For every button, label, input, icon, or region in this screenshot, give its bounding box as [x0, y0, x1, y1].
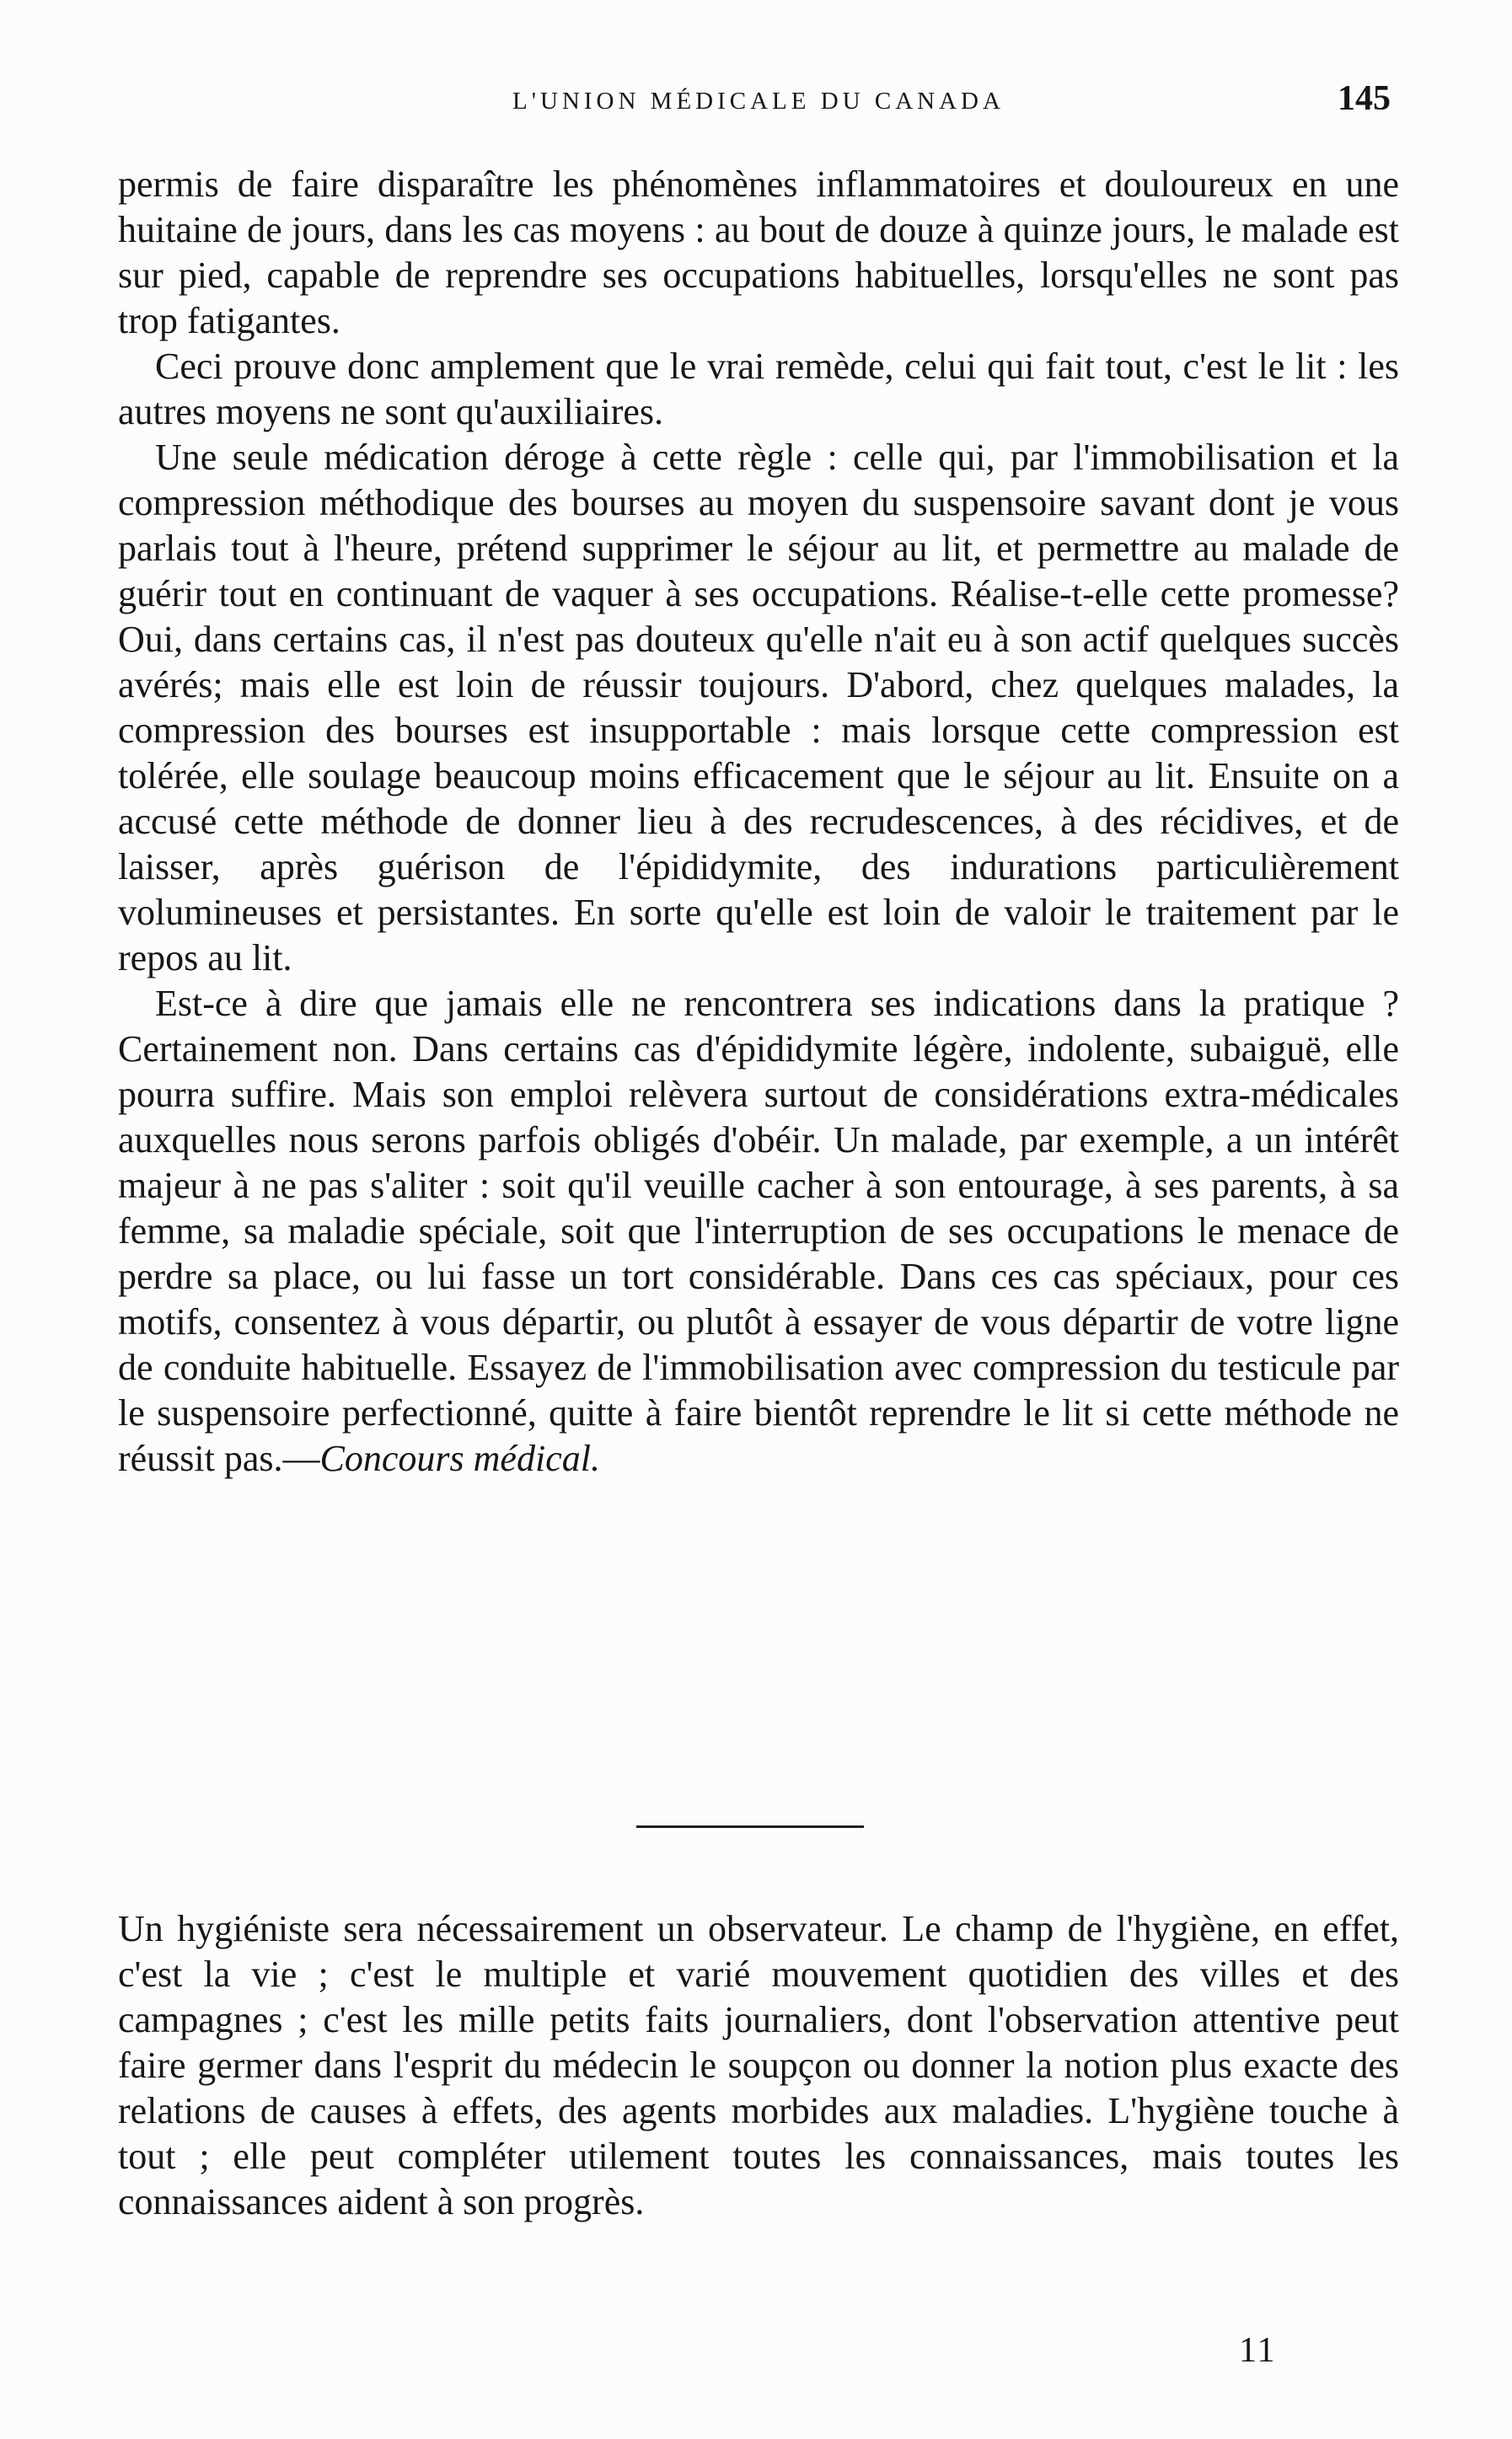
paragraph-indications-text: Est-ce à dire que jamais elle ne rencontrera ses indications dans la pratique ? Certainement non. Dans certains cas d'épididymite légère, indolente, subaiguë, elle pourra suffire. Mais son emploi relèvera surtout de considérations extra-médicales auxquelles nous serons parfois obligés d'obéir. Un malade, par exemple, a un intérêt majeur à ne pas s'aliter : soit qu'il veuille cacher à son entourage, à ses parents, à sa femme, sa maladie spéciale, soit que l'interruption de ses occupations le menace de perdre sa place, ou lui fasse un tort considérable. Dans ces cas spéciaux, pour ces motifs, consentez à vous départir, ou plutôt à essayer de vous départir de votre ligne de conduite habituelle. Essayez de l'immobilisation avec compression du testicule par le suspensoire perfectionné, quitte à faire bientôt reprendre le lit si cette méthode ne réussit pas.—: [118, 983, 1399, 1479]
paragraph-continuation: permis de faire disparaître les phénomènes inflammatoires et douloureux en une huitaine de jours, dans les cas moyens : au bout de douze à quinze jours, le malade est sur pied, capable de reprendre ses occupations habituelles, lorsqu'elles ne sont pas trop fatigantes.: [118, 163, 1399, 341]
paragraph-indications: [118, 981, 1399, 1482]
page-header: [126, 79, 1391, 135]
page-number: 145: [1338, 79, 1391, 118]
paragraph-compression-method: Une seule médication déroge à cette règle : celle qui, par l'immobilisation et la compression méthodique des bourses au moyen du suspensoire savant dont je vous parlais tout à l'heure, prétend supprimer le séjour au lit, et permettre au malade de guérir tout en continuant de vaquer à ses occupations. Réalise-t-elle cette promesse? Oui, dans certains cas, il n'est pas douteux qu'elle n'ait eu à son actif quelques succès avérés; mais elle est loin de réussir toujours. D'abord, chez quelques malades, la compression des bourses est insupportable : mais lorsque cette compression est tolérée, elle soulage beaucoup moins efficacement que le séjour au lit. Ensuite on a accusé cette méthode de donner lieu à des recrudescences, à des récidives, et de laisser, après guérison de l'épididymite, des indurations particulièrement volumineuses et persistantes. En sorte qu'elle est loin de valoir le traitement par le repos au lit.: [118, 437, 1399, 978]
hygiene-note: [118, 1906, 1399, 2225]
running-head: L'UNION MÉDICALE DU CANADA: [512, 88, 1005, 115]
paragraph-conclusion: Ceci prouve donc amplement que le vrai remède, celui qui fait tout, c'est le lit : les autres moyens ne sont qu'auxiliaires.: [118, 346, 1399, 432]
signature-mark: 11: [1239, 2331, 1277, 2370]
source-citation: Concours médical.: [319, 1438, 600, 1479]
hygiene-note-text: Un hygiéniste sera nécessairement un observateur. Le champ de l'hygiène, en effet, c'est la vie ; c'est le multiple et varié mouvement quotidien des villes et des campagnes ; c'est les mille petits faits journaliers, dont l'observation attentive peut faire germer dans l'esprit du médecin le soupçon ou donner la notion plus exacte des relations de causes à effets, des agents morbides aux maladies. L'hygiène touche à tout ; elle peut compléter utilement toutes les connaissances, mais toutes les connaissances aident à son progrès.: [118, 1908, 1399, 2222]
section-divider: [636, 1825, 864, 1828]
article-body: [118, 162, 1399, 1482]
